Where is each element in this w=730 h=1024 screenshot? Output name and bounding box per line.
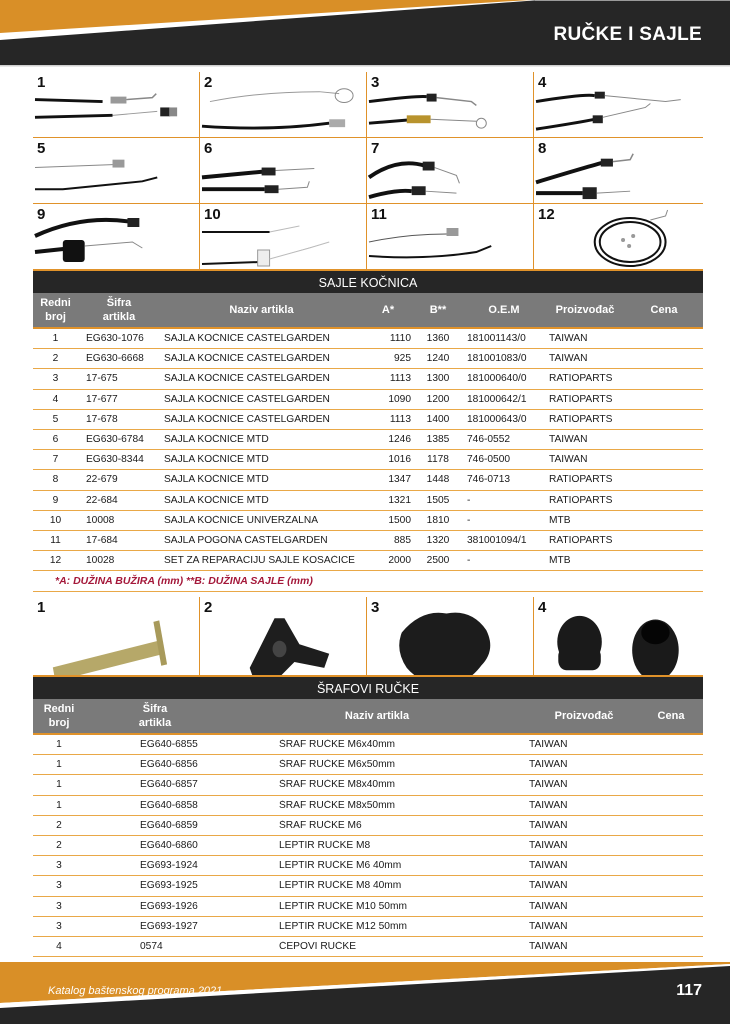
table-row (33, 390, 703, 410)
cell-redni-broj: 1 (56, 739, 62, 751)
page-number: 117 (676, 982, 702, 999)
cell-oem: 746-0500 (467, 454, 511, 466)
screw-image-cell (534, 597, 703, 675)
cell-naziv: LEPTIR RUČKE M12 50mm (279, 920, 407, 932)
cell-a: 1090 (388, 393, 411, 405)
cell-sifra: EG630-1076 (86, 333, 144, 345)
cell-a: 1500 (388, 514, 411, 526)
cell-redni-broj: 2 (56, 840, 62, 852)
table-row (33, 470, 703, 490)
cell-redni-broj: 10 (49, 514, 62, 526)
image-number: 4 (538, 599, 547, 616)
cell-redni-broj: 6 (52, 434, 59, 446)
cable-product-image (33, 138, 199, 203)
cell-redni-broj: 2 (56, 819, 62, 831)
image-number: 1 (37, 74, 46, 91)
table-row (33, 897, 703, 917)
cable-product-image (534, 204, 703, 270)
cell-proizvodjac: TAIWAN (529, 940, 568, 952)
cable-product-image (534, 72, 703, 137)
table-body (33, 329, 703, 571)
cell-proizvodjac: MTB (549, 514, 571, 526)
footnote: *A: DUŽINA BUŽIRA (mm) **B: DUŽINA SAJLE (mm) (33, 571, 703, 592)
cell-redni-broj: 2 (52, 353, 59, 365)
screw-image-cell (33, 597, 200, 675)
table-row (33, 937, 703, 957)
cell-sifra: 22-684 (86, 494, 118, 506)
cell-naziv: LEPTIR RUČKE M8 40mm (279, 880, 402, 892)
cable-product-image (33, 72, 199, 137)
table-body (33, 735, 703, 957)
cable-image-cell (534, 72, 703, 138)
cell-redni-broj: 11 (50, 534, 61, 546)
srafovi-rucke-table (33, 675, 703, 957)
cell-proizvodjac: TAIWAN (529, 759, 568, 771)
cell-naziv: ŠRAF RUČKE M6x50mm (279, 759, 396, 771)
cell-redni-broj: 4 (56, 940, 62, 952)
cell-proizvodjac: RATIOPARTS (549, 373, 613, 385)
cell-proizvodjac: TAIWAN (529, 900, 568, 912)
cell-proizvodjac: TAIWAN (549, 434, 588, 446)
table-title: ŠRAFOVI RUČKE (33, 675, 703, 699)
cell-naziv: SAJLA KOČNICE CASTELGARDEN (164, 393, 330, 405)
cell-redni-broj: 1 (56, 799, 62, 811)
cell-naziv: SAJLA KOČNICE CASTELGARDEN (164, 353, 330, 365)
table-row (33, 410, 703, 430)
cable-product-image (200, 138, 366, 203)
cell-b: 1240 (426, 353, 450, 365)
cable-image-cell (367, 204, 534, 270)
cell-a: 1110 (389, 333, 411, 345)
cell-a: 1347 (388, 474, 411, 486)
cell-oem: 181000643/0 (467, 413, 527, 425)
cable-product-image (534, 138, 703, 203)
cell-proizvodjac: RATIOPARTS (549, 474, 613, 486)
cell-naziv: ČEPOVI RUČKE (279, 940, 356, 952)
cable-image-cell (200, 204, 367, 270)
cell-naziv: SAJLA KOČNICE CASTELGARDEN (164, 333, 330, 345)
screw-product-image (367, 597, 533, 675)
cell-sifra: EG630-6784 (86, 434, 144, 446)
cell-a: 1113 (389, 373, 411, 385)
cell-proizvodjac: TAIWAN (529, 880, 568, 892)
table-row (33, 856, 703, 876)
cell-proizvodjac: RATIOPARTS (549, 534, 613, 546)
cell-sifra: 10008 (86, 514, 115, 526)
table-row (33, 531, 703, 551)
cable-image-cell (534, 138, 703, 204)
table-row (33, 917, 703, 937)
table-row (33, 816, 703, 836)
table-row (33, 775, 703, 795)
cell-redni-broj: 8 (52, 474, 59, 486)
image-number: 7 (371, 140, 380, 157)
cell-proizvodjac: TAIWAN (529, 860, 568, 872)
col-header-redni-broj: Redni broj (40, 297, 71, 323)
image-number: 12 (538, 206, 555, 223)
cell-a: 1113 (389, 413, 411, 425)
cell-redni-broj: 3 (56, 880, 62, 892)
cell-proizvodjac: TAIWAN (529, 819, 568, 831)
cell-oem: 181000640/0 (467, 373, 527, 385)
cell-naziv: SAJLA KOČNICE MTD (164, 494, 269, 506)
cable-product-image (367, 204, 533, 270)
cell-sifra: EG640-6856 (140, 759, 198, 771)
cable-image-cell (33, 72, 200, 138)
cable-product-image (367, 72, 533, 137)
col-header-redni-broj: Redni broj (43, 703, 75, 729)
cell-naziv: LEPTIR RUČKE M6 40mm (279, 860, 402, 872)
cell-oem: 181001083/0 (467, 353, 527, 365)
col-header-cena: Cena (657, 710, 685, 722)
cell-naziv: LEPTIR RUČKE M10 50mm (279, 900, 407, 912)
image-number: 1 (37, 599, 46, 616)
cell-proizvodjac: RATIOPARTS (549, 413, 613, 425)
cell-redni-broj: 12 (49, 555, 62, 567)
table-row (33, 369, 703, 389)
cable-image-cell (367, 138, 534, 204)
cable-image-cell (33, 204, 200, 270)
cell-redni-broj: 4 (52, 393, 59, 405)
image-number: 4 (538, 74, 547, 91)
cell-redni-broj: 3 (56, 920, 62, 932)
cable-product-image (200, 72, 366, 137)
cell-proizvodjac: RATIOPARTS (549, 494, 613, 506)
table-row (33, 430, 703, 450)
cell-naziv: ŠRAF RUČKE M6x40mm (279, 739, 396, 751)
cell-redni-broj: 7 (52, 454, 59, 466)
cell-proizvodjac: TAIWAN (529, 799, 568, 811)
image-number: 3 (371, 599, 380, 616)
cell-sifra: 22-679 (86, 474, 118, 486)
cable-image-cell (33, 138, 200, 204)
col-header-oem: O.E.M (488, 304, 520, 316)
cell-sifra: 17-684 (86, 534, 118, 546)
cable-product-image (33, 204, 199, 270)
cell-sifra: 10028 (86, 555, 115, 567)
cable-product-image (200, 204, 366, 270)
cell-proizvodjac: TAIWAN (529, 920, 568, 932)
col-header-sifra: Šifra artikla (138, 703, 172, 729)
cell-redni-broj: 9 (52, 494, 59, 506)
image-number: 2 (204, 599, 213, 616)
image-number: 9 (37, 206, 46, 223)
cell-naziv: SAJLA KOČNICE CASTELGARDEN (164, 373, 330, 385)
cell-sifra: 17-678 (86, 413, 118, 425)
cell-sifra: EG640-6855 (140, 739, 198, 751)
catalog-name: Katalog baštenskog programa 2021 (48, 985, 223, 997)
cell-oem: - (467, 514, 471, 526)
screw-image-cell (200, 597, 367, 675)
cable-image-cell (200, 72, 367, 138)
cell-sifra: 17-677 (86, 393, 118, 405)
cell-oem: 746-0552 (467, 434, 511, 446)
cell-sifra: 17-675 (86, 373, 118, 385)
cell-oem: - (467, 555, 471, 567)
cell-a: 1246 (388, 434, 411, 446)
cell-proizvodjac: TAIWAN (549, 353, 588, 365)
col-header-cena: Cena (650, 304, 678, 316)
cable-product-image (367, 138, 533, 203)
cell-sifra: 0574 (140, 940, 163, 952)
col-header-b: B** (429, 304, 447, 316)
cell-b: 1200 (426, 393, 450, 405)
table-row (33, 491, 703, 511)
cell-redni-broj: 3 (56, 900, 62, 912)
table-row (33, 836, 703, 856)
cell-proizvodjac: RATIOPARTS (549, 393, 613, 405)
cell-a: 1321 (388, 494, 411, 506)
table-row (33, 755, 703, 775)
cell-sifra: EG693-1924 (140, 860, 198, 872)
cell-redni-broj: 5 (52, 413, 59, 425)
cell-b: 1505 (426, 494, 450, 506)
cell-sifra: EG640-6860 (140, 840, 198, 852)
cell-naziv: SAJLA POGONA CASTELGARDEN (164, 534, 328, 546)
cell-b: 1810 (426, 514, 450, 526)
table-title: SAJLE KOČNICA (33, 269, 703, 293)
table-row (33, 876, 703, 896)
table-row (33, 329, 703, 349)
image-number: 2 (204, 74, 213, 91)
cell-proizvodjac: TAIWAN (529, 840, 568, 852)
cell-naziv: SAJLA KOČNICE UNIVERZALNA (164, 514, 318, 526)
table-row (33, 450, 703, 470)
cell-b: 1300 (426, 373, 450, 385)
cell-proizvodjac: TAIWAN (549, 454, 588, 466)
cell-naziv: SET ZA REPARACIJU SAJLE KOSAČICE (164, 555, 355, 567)
cell-redni-broj: 1 (56, 779, 62, 791)
cell-sifra: EG693-1925 (140, 880, 198, 892)
cell-proizvodjac: TAIWAN (549, 333, 588, 345)
cell-naziv: ŠRAF RUČKE M6 (279, 819, 362, 831)
cell-oem: 746-0713 (467, 474, 511, 486)
cell-a: 925 (394, 353, 411, 365)
cell-b: 2500 (426, 555, 450, 567)
cell-redni-broj: 3 (52, 373, 59, 385)
col-header-proizvodjac: Proizvođač (554, 710, 614, 722)
screw-image-grid (33, 597, 703, 675)
screw-image-cell (367, 597, 534, 675)
cell-sifra: EG693-1926 (140, 900, 198, 912)
table-row (33, 796, 703, 816)
page-title: RUČKE I SAJLE (553, 24, 702, 45)
image-number: 10 (204, 206, 221, 223)
cable-image-cell (534, 204, 703, 270)
cell-naziv: ŠRAF RUČKE M8x50mm (279, 799, 396, 811)
col-header-naziv: Naziv artikla (344, 710, 410, 722)
sajle-kocnica-table (33, 269, 703, 592)
cable-image-grid (33, 72, 703, 270)
cell-naziv: LEPTIR RUČKE M8 (279, 840, 371, 852)
table-row (33, 735, 703, 755)
col-header-sifra: Šifra artikla (102, 297, 136, 323)
cell-proizvodjac: TAIWAN (529, 779, 568, 791)
cell-naziv: SAJLA KOČNICE MTD (164, 454, 269, 466)
cable-image-cell (367, 72, 534, 138)
cell-proizvodjac: MTB (549, 555, 571, 567)
image-number: 11 (371, 206, 387, 223)
cell-naziv: SAJLA KOČNICE MTD (164, 474, 269, 486)
image-number: 3 (371, 74, 380, 91)
cell-b: 1360 (426, 333, 450, 345)
screw-product-image (534, 597, 703, 675)
cell-b: 1178 (427, 454, 449, 466)
screw-product-image (200, 597, 366, 675)
cell-sifra: EG640-6858 (140, 799, 198, 811)
col-header-naziv: Naziv artikla (229, 304, 294, 316)
cell-b: 1448 (426, 474, 450, 486)
col-header-a: A* (381, 304, 395, 316)
cell-naziv: SAJLA KOČNICE CASTELGARDEN (164, 413, 330, 425)
col-header-proizvodjac: Proizvođač (555, 304, 615, 316)
cell-a: 2000 (388, 555, 411, 567)
cell-oem: 181000642/1 (467, 393, 527, 405)
cell-oem: 381001094/1 (467, 534, 527, 546)
table-row (33, 551, 703, 571)
cell-b: 1385 (426, 434, 450, 446)
image-number: 5 (37, 140, 46, 157)
cell-sifra: EG630-8344 (86, 454, 144, 466)
table-row (33, 511, 703, 531)
cell-sifra: EG640-6859 (140, 819, 198, 831)
image-number: 8 (538, 140, 547, 157)
cell-redni-broj: 1 (52, 333, 59, 345)
cell-naziv: SAJLA KOČNICE MTD (164, 434, 269, 446)
image-number: 6 (204, 140, 213, 157)
cell-oem: - (467, 494, 471, 506)
screw-product-image (33, 597, 199, 675)
table-row (33, 349, 703, 369)
cell-sifra: EG630-6668 (86, 353, 144, 365)
cell-a: 885 (394, 534, 411, 546)
cell-b: 1400 (426, 413, 450, 425)
cell-redni-broj: 3 (56, 860, 62, 872)
cell-a: 1016 (388, 454, 411, 466)
cell-oem: 181001143/0 (467, 333, 526, 345)
cell-sifra: EG640-6857 (140, 779, 198, 791)
table-header (33, 293, 703, 329)
cell-redni-broj: 1 (56, 759, 62, 771)
cell-proizvodjac: TAIWAN (529, 739, 568, 751)
cell-naziv: ŠRAF RUČKE M8x40mm (279, 779, 396, 791)
cell-b: 1320 (426, 534, 450, 546)
cell-sifra: EG693-1927 (140, 920, 198, 932)
table-header (33, 699, 703, 735)
cable-image-cell (200, 138, 367, 204)
